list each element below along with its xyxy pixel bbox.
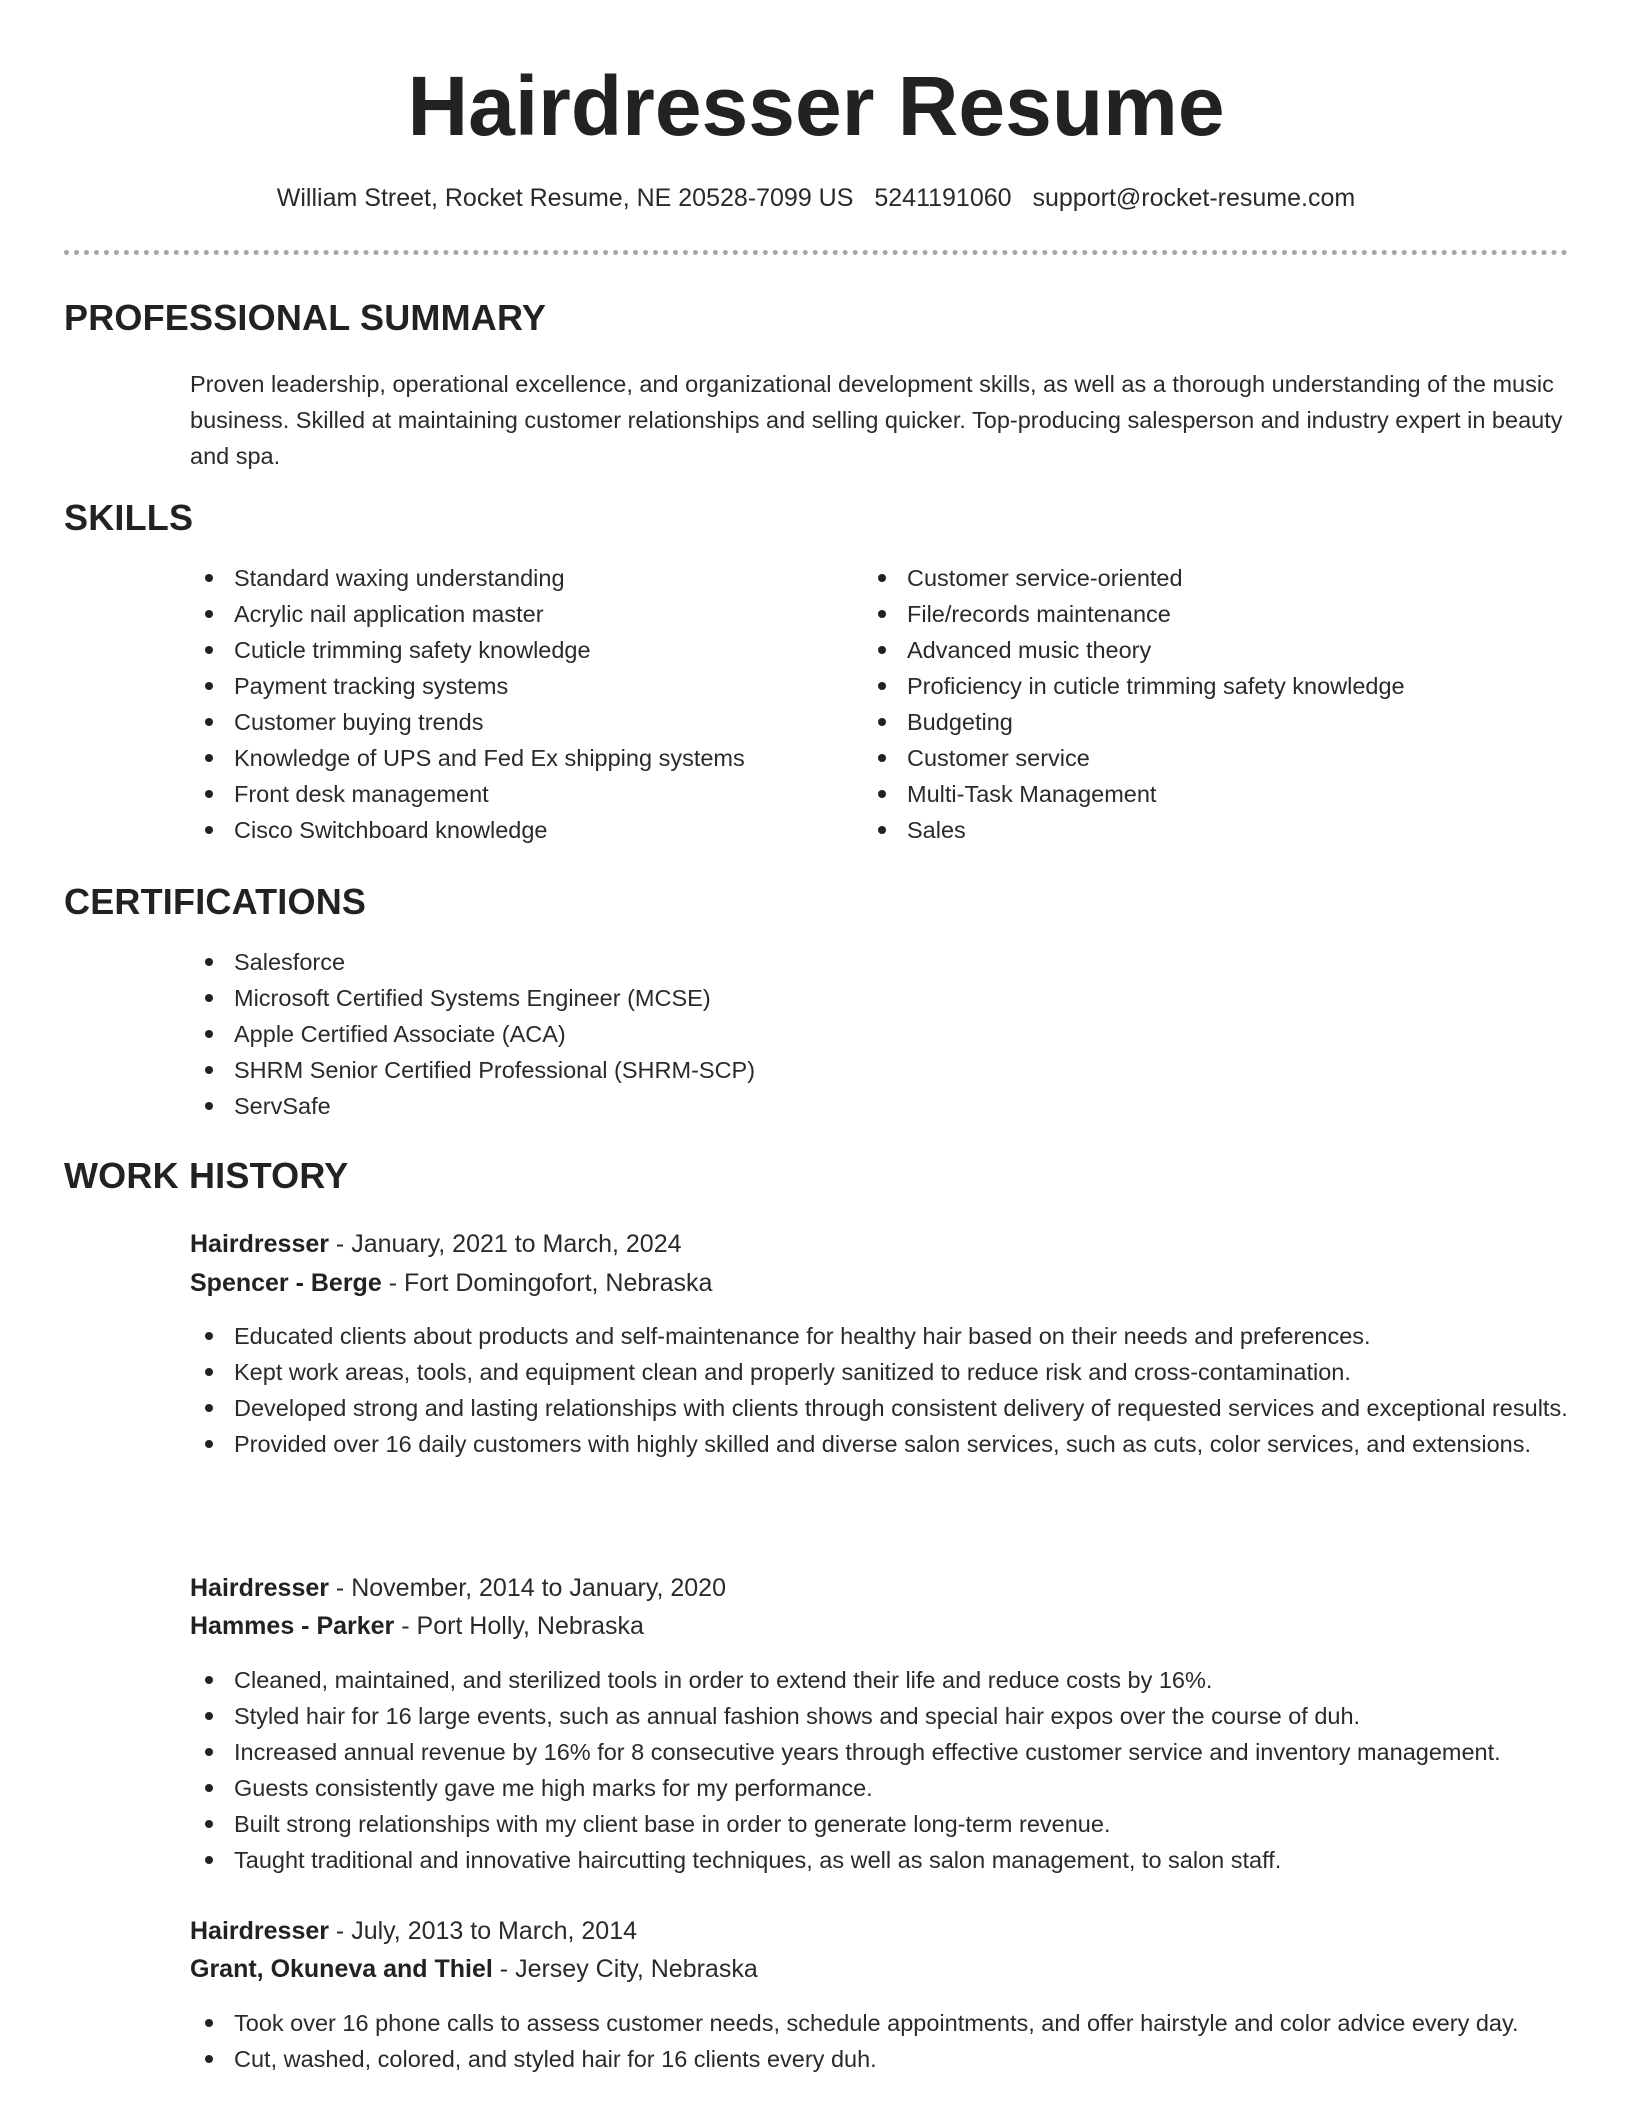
job-company-line — [190, 1608, 644, 1644]
job-dates: - July, 2013 to March, 2014 — [328, 1917, 638, 1945]
certification-item: Salesforce — [190, 944, 1570, 980]
section-title-summary: PROFESSIONAL SUMMARY — [64, 297, 547, 338]
job-role: Hairdresser — [190, 1574, 329, 1602]
job-title-line — [190, 1913, 637, 1949]
job-company-line — [190, 1951, 758, 1987]
job-location: - Port Holly, Nebraska — [394, 1612, 644, 1640]
job-title-line — [190, 1226, 682, 1262]
certification-item: ServSafe — [190, 1088, 1570, 1124]
contact-email: support@rocket-resume.com — [1032, 184, 1356, 212]
job-role: Hairdresser — [190, 1230, 329, 1258]
skill-item: Acrylic nail application master — [190, 596, 850, 632]
section-title-certifications: CERTIFICATIONS — [64, 881, 367, 922]
job-bullet: Provided over 16 daily customers with highly skilled and diverse salon services, such as cuts, color services, and extensions. — [190, 1426, 1570, 1462]
job-bullets — [190, 2005, 1570, 2077]
job-bullet: Guests consistently gave me high marks for my performance. — [190, 1770, 1580, 1806]
skill-item: Budgeting — [863, 704, 1563, 740]
skill-item: Advanced music theory — [863, 632, 1563, 668]
job-bullet: Built strong relationships with my client base in order to generate long-term revenue. — [190, 1806, 1580, 1842]
job-company: Spencer - Berge — [190, 1269, 382, 1297]
skill-item: Proficiency in cuticle trimming safety knowledge — [863, 668, 1563, 704]
certification-item: SHRM Senior Certified Professional (SHRM-SCP) — [190, 1052, 1570, 1088]
job-company: Grant, Okuneva and Thiel — [190, 1955, 493, 1983]
certifications-list — [190, 944, 1570, 1124]
skill-item: Sales — [863, 812, 1563, 848]
job-bullet: Educated clients about products and self-maintenance for healthy hair based on their needs and preferences. — [190, 1318, 1570, 1354]
skills-list-right — [863, 560, 1563, 848]
skill-item: Cuticle trimming safety knowledge — [190, 632, 850, 668]
job-dates: - January, 2021 to March, 2024 — [328, 1230, 682, 1258]
job-bullet: Took over 16 phone calls to assess customer needs, schedule appointments, and offer hairstyle and color advice every day. — [190, 2005, 1570, 2041]
skill-item: Customer buying trends — [190, 704, 850, 740]
skill-item: File/records maintenance — [863, 596, 1563, 632]
job-bullets — [190, 1318, 1570, 1462]
skill-item: Front desk management — [190, 776, 850, 812]
job-role: Hairdresser — [190, 1917, 329, 1945]
job-bullet: Cleaned, maintained, and sterilized tools in order to extend their life and reduce costs by 16%. — [190, 1662, 1580, 1698]
job-company-line — [190, 1265, 712, 1301]
job-bullet: Increased annual revenue by 16% for 8 consecutive years through effective customer service and inventory management. — [190, 1734, 1580, 1770]
job-bullet: Kept work areas, tools, and equipment clean and properly sanitized to reduce risk and cross-contamination. — [190, 1354, 1570, 1390]
job-location: - Jersey City, Nebraska — [492, 1955, 758, 1983]
job-bullet: Taught traditional and innovative haircutting techniques, as well as salon management, to salon staff. — [190, 1842, 1580, 1878]
certification-item: Apple Certified Associate (ACA) — [190, 1016, 1570, 1052]
skill-item: Customer service — [863, 740, 1563, 776]
skill-item: Multi-Task Management — [863, 776, 1563, 812]
header-divider — [64, 250, 1568, 255]
skill-item: Customer service-oriented — [863, 560, 1563, 596]
job-title-line — [190, 1570, 726, 1606]
skill-item: Cisco Switchboard knowledge — [190, 812, 850, 848]
contact-line — [0, 180, 1632, 216]
resume-title: Hairdresser Resume — [407, 59, 1225, 153]
job-bullet: Developed strong and lasting relationships with clients through consistent delivery of requested services and exceptional results. — [190, 1390, 1570, 1426]
skill-item: Payment tracking systems — [190, 668, 850, 704]
contact-phone: 5241191060 — [874, 184, 1012, 212]
skill-item: Standard waxing understanding — [190, 560, 850, 596]
job-location: - Fort Domingofort, Nebraska — [381, 1269, 713, 1297]
section-title-work-history: WORK HISTORY — [64, 1155, 349, 1196]
summary-text: Proven leadership, operational excellence, and organizational development skills, as well as a thorough understanding of the music business. Skilled at maintaining customer relationships and selling quicker. Top-producing salesperson and industry expert in beauty and spa. — [190, 371, 1563, 469]
skills-list-left — [190, 560, 850, 848]
job-bullets — [190, 1662, 1580, 1878]
certification-item: Microsoft Certified Systems Engineer (MCSE) — [190, 980, 1570, 1016]
section-title-skills: SKILLS — [64, 497, 194, 538]
job-dates: - November, 2014 to January, 2020 — [328, 1574, 726, 1602]
job-bullet: Cut, washed, colored, and styled hair for 16 clients every duh. — [190, 2041, 1570, 2077]
skill-item: Knowledge of UPS and Fed Ex shipping systems — [190, 740, 850, 776]
job-company: Hammes - Parker — [190, 1612, 395, 1640]
job-bullet: Styled hair for 16 large events, such as annual fashion shows and special hair expos over the course of duh. — [190, 1698, 1580, 1734]
contact-address: William Street, Rocket Resume, NE 20528-7099 US — [276, 184, 854, 212]
